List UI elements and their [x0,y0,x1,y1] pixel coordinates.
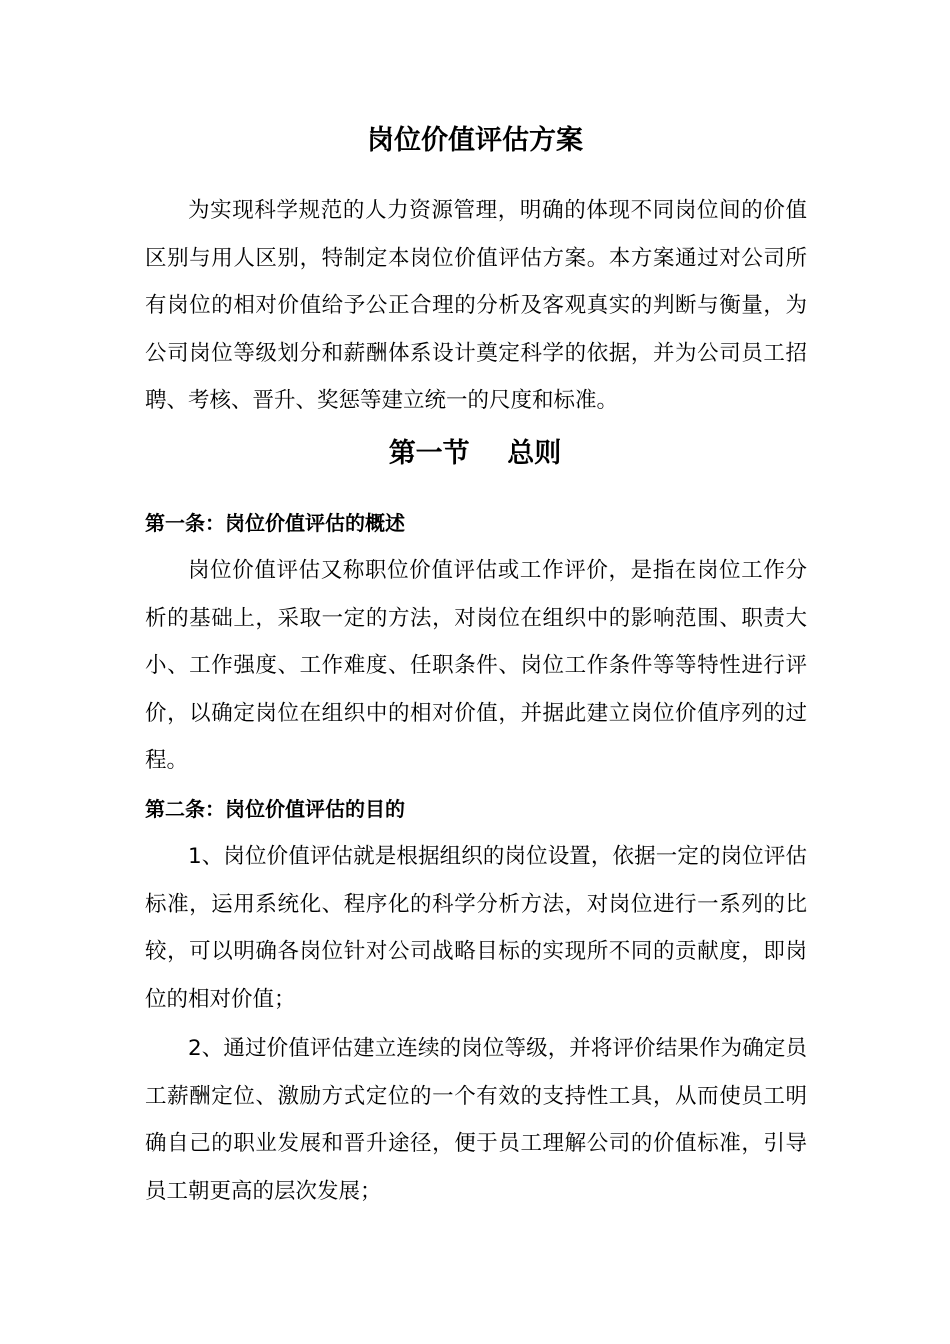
document-title: 岗位价值评估方案 [367,125,583,156]
article-1-title: 第一条：岗位价值评估的概述 [145,511,405,535]
article-2-title: 第二条：岗位价值评估的目的 [145,797,405,821]
article-2-item-1: 1、岗位价值评估就是根据组织的岗位设置，依据一定的岗位评估标准，运用系统化、程序化的科学分析方法，对岗位进行一系列的比较，可以明确各岗位针对公司战略目标的实现所不同的贡献度，即岗位的相对价值； [145,844,807,1012]
section-title: 第一节 总则 [388,438,562,469]
intro-paragraph: 为实现科学规范的人力资源管理，明确的体现不同岗位间的价值区别与用人区别，特制定本岗位价值评估方案。本方案通过对公司所有岗位的相对价值给予公正合理的分析及客观真实的判断与衡量，为公司岗位等级划分和薪酬体系设计奠定科学的依据，并为公司员工招聘、考核、晋升、奖惩等建立统一的尺度和标准。 [145,198,807,414]
article-1-body: 岗位价值评估又称职位价值评估或工作评价，是指在岗位工作分析的基础上，采取一定的方法，对岗位在组织中的影响范围、职责大小、工作强度、工作难度、任职条件、岗位工作条件等等特性进行评价，以确定岗位在组织中的相对价值，并据此建立岗位价值序列的过程。 [145,558,807,774]
article-2-item-2: 2、通过价值评估建立连续的岗位等级，并将评价结果作为确定员工薪酬定位、激励方式定位的一个有效的支持性工具，从而使员工明确自己的职业发展和晋升途径，便于员工理解公司的价值标准，引导员工朝更高的层次发展； [145,1036,807,1204]
